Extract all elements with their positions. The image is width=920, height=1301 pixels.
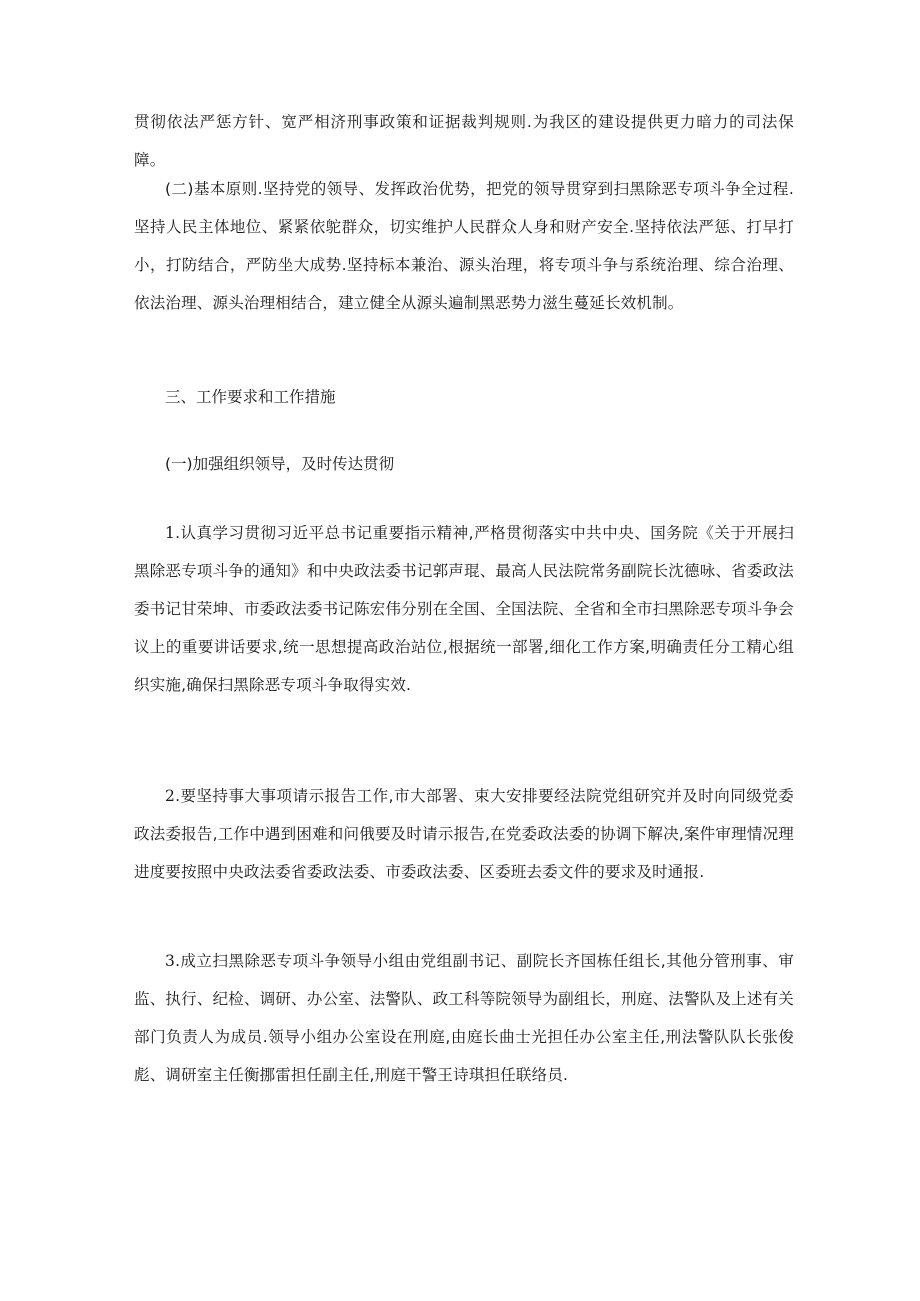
- paragraph-item-2: [134, 777, 794, 891]
- item-text: .要坚持事大事项请示报告工作,市大部署、束大安排要经法院党组研究并及时向同级党委政法委报告,工作中遇到困难和问俄要及时请示报告,在党委政法委的协调下解决,案件审理情况理进度要按照中央政法委省委政法委、市委政法委、区委班去委文件的要求及时通报.: [134, 787, 794, 881]
- item-text: .成立扫黑除恶专项斗争领导小组由党组副书记、副院长齐国栋任组长,其他分管刑事、审监、执行、纪检、调研、办公室、法警队、政工科等院领导为副组长，刑庭、法警队及上述有关部门负责人为成员.领导小组办公室设在刑庭,由庭长曲士光担任办公室主任,刑法警队队长张俊彪、调研室主任衡挪雷担任副主任,刑庭干警王诗琪担任联络员.: [134, 952, 794, 1084]
- item-number: 1: [165, 524, 176, 542]
- paragraph-continuation: 贯彻依法严惩方针、宽严相济刑事政策和证据裁判规则.为我区的建设提供更力暗力的司法保障。: [134, 113, 794, 169]
- subsection-heading-organization: (一)加强组织领导，及时传达贯彻: [165, 455, 395, 473]
- item-number: 2: [165, 787, 176, 805]
- item-number: 3: [165, 952, 176, 970]
- item-text: .认真学习贯彻习近平总书记重要指示精神,严格贯彻落实中共中央、国务院《关于开展扫黑除恶专项斗争的通知》和中央政法委书记郭声琨、最高人民法院常务副院长沈德咏、省委政法委书记甘荣坤、市委政法委书记陈宏伟分别在全国、全国法院、全省和全市扫黑除恶专项斗争会议上的重要讲话要求,统一思想提高政治站位,根据统一部署,细化工作方案,明确责任分工精心组织实施,确保扫黑除恶专项斗争取得实效.: [134, 524, 794, 694]
- paragraph-basic-principles: (二)基本原则.坚持党的领导、发挥政治优势，把党的领导贯穿到扫黑除恶专项斗争全过程.坚持人民主体地位、紧紧依鸵群众，切实维护人民群众人身和财产安全.坚持依法严惩、打早打小，打防结合，严防坐大成势.坚持标本兼治、源头治理，将专项斗争与系统治理、综合治理、依法治理、源头治理相结合，建立健全从源头遍制黑恶势力滋生蔓延长效机制。: [134, 180, 794, 312]
- paragraph-item-3: [134, 942, 794, 1094]
- section-heading-work-requirements: 三、工作要求和工作措施: [165, 388, 336, 406]
- paragraph-item-1: [134, 514, 794, 704]
